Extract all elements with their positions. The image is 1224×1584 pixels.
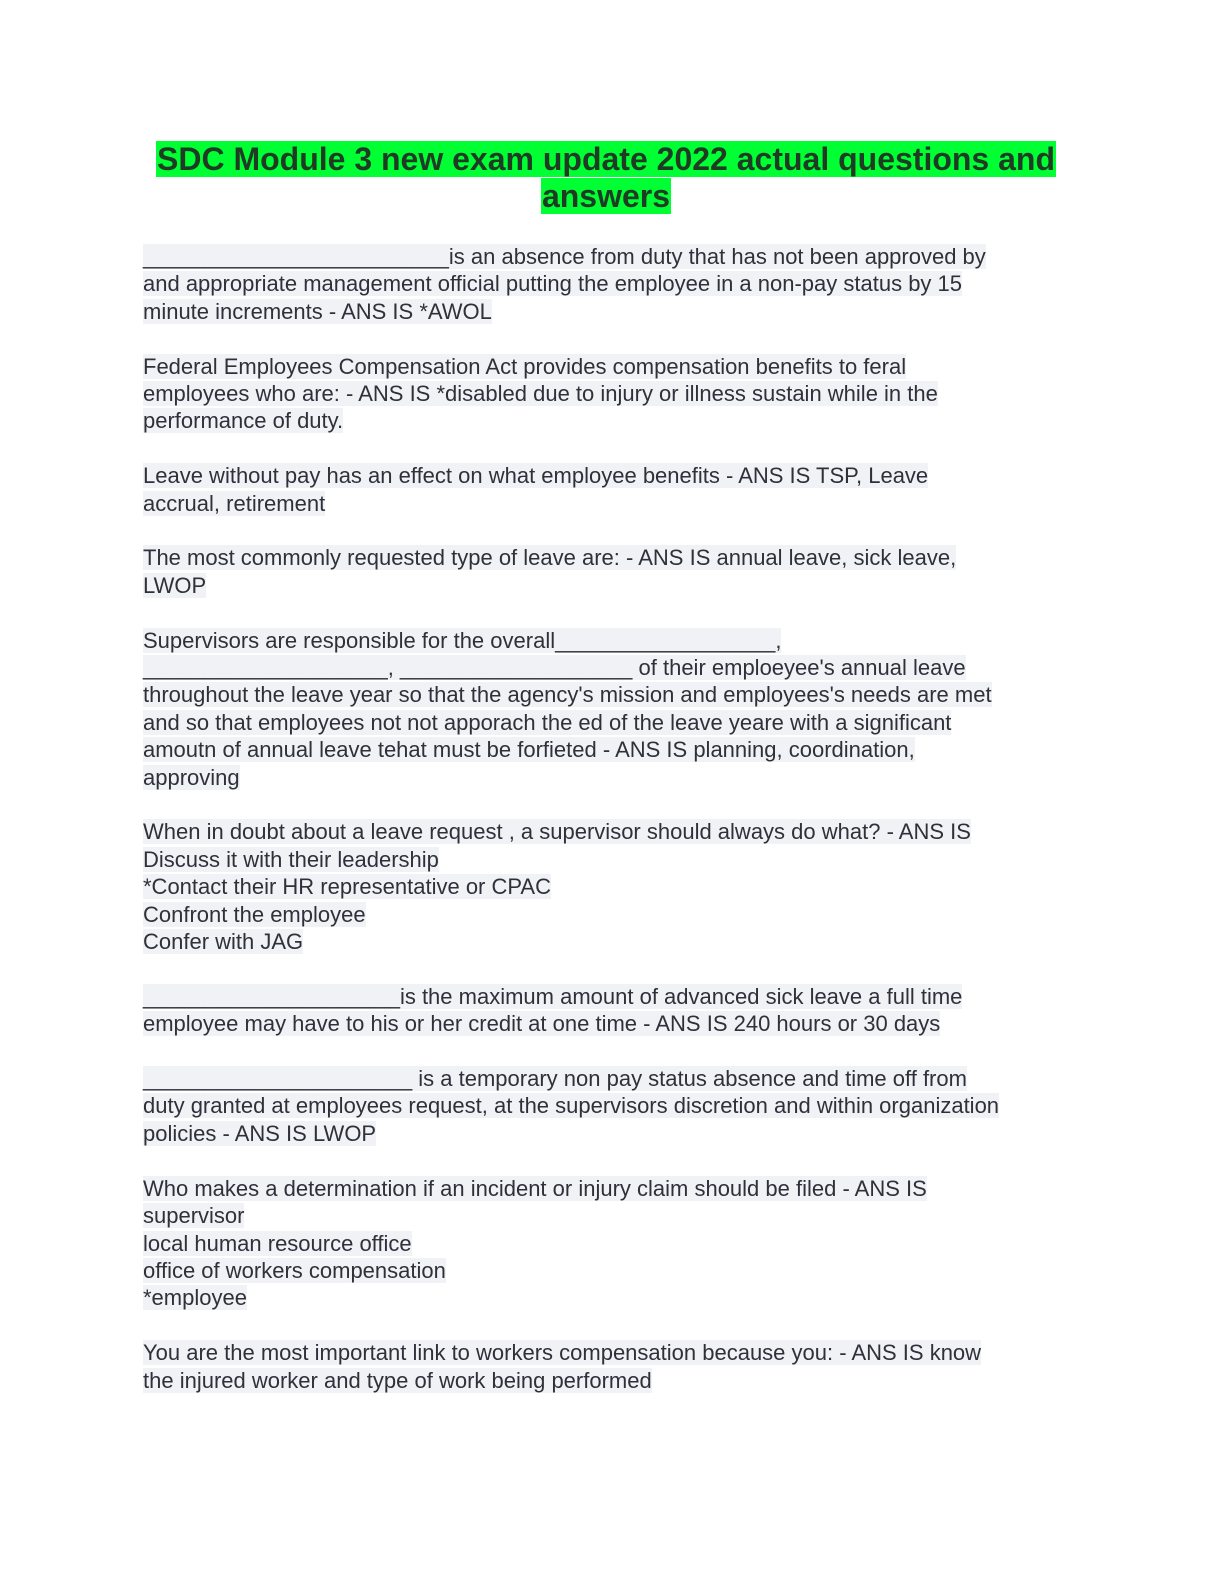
question-line-text: office of workers compensation: [143, 1257, 446, 1283]
question-line: [143, 380, 1083, 407]
question-line-text: the injured worker and type of work being performed: [143, 1367, 652, 1393]
question-line: [143, 928, 1083, 955]
question-item: [143, 1339, 1083, 1394]
question-list: [143, 243, 1083, 1421]
question-line: [143, 1230, 1083, 1257]
question-line-text: and so that employees not not apporach the ed of the leave yeare with a significant: [143, 709, 952, 735]
question-line: [143, 1120, 1083, 1147]
question-line: [143, 462, 1083, 489]
question-item: [143, 983, 1083, 1038]
question-item: [143, 243, 1083, 325]
question-line-text: employees who are: - ANS IS *disabled due to injury or illness sustain while in the: [143, 381, 938, 407]
question-line: [143, 1065, 1083, 1092]
question-line: [143, 298, 1083, 325]
question-item: [143, 544, 1083, 599]
question-item: [143, 1175, 1083, 1312]
question-line: [143, 901, 1083, 928]
title-line: [143, 141, 1069, 178]
question-line-text: and appropriate management official putting the employee in a non-pay status by 15: [143, 271, 963, 297]
question-line: [143, 490, 1083, 517]
question-item: [143, 353, 1083, 435]
question-line-text: amoutn of annual leave tehat must be forfieted - ANS IS planning, coordination,: [143, 737, 915, 763]
question-line-text: minute increments - ANS IS *AWOL: [143, 298, 492, 324]
question-line: [143, 1367, 1083, 1394]
question-line: [143, 873, 1083, 900]
question-line-text: When in doubt about a leave request , a supervisor should always do what? - ANS IS: [143, 819, 971, 845]
question-line-text: duty granted at employees request, at the supervisors discretion and within organization: [143, 1093, 1000, 1119]
question-line-text: Federal Employees Compensation Act provides compensation benefits to feral: [143, 353, 907, 379]
question-line: [143, 736, 1083, 763]
question-line-text: throughout the leave year so that the agency's mission and employees's needs are met: [143, 682, 992, 708]
question-line: [143, 270, 1083, 297]
question-line: [143, 983, 1083, 1010]
question-item: [143, 462, 1083, 517]
question-line-text: policies - ANS IS LWOP: [143, 1120, 377, 1146]
question-line-text: employee may have to his or her credit at one time - ANS IS 240 hours or 30 days: [143, 1011, 941, 1037]
question-line-text: Leave without pay has an effect on what employee benefits - ANS IS TSP, Leave: [143, 463, 929, 489]
question-line-text: Who makes a determination if an incident or injury claim should be filed - ANS IS: [143, 1175, 927, 1201]
question-line: [143, 654, 1083, 681]
question-line-text: Confront the employee: [143, 901, 366, 927]
question-item: [143, 818, 1083, 955]
question-line: [143, 846, 1083, 873]
question-line-text: LWOP: [143, 572, 207, 598]
question-line-text: local human resource office: [143, 1230, 412, 1256]
question-line: [143, 818, 1083, 845]
question-line-text: _____________________is the maximum amount of advanced sick leave a full time: [143, 983, 963, 1009]
question-line-text: _________________________is an absence from duty that has not been approved by: [143, 244, 986, 269]
question-line: [143, 544, 1083, 571]
question-line-text: Supervisors are responsible for the overall__________________,: [143, 627, 782, 653]
question-line: [143, 572, 1083, 599]
question-line: [143, 1010, 1083, 1037]
question-line-text: You are the most important link to workers compensation because you: - ANS IS know: [143, 1340, 982, 1366]
title-line: [143, 178, 1069, 215]
question-line: [143, 1339, 1083, 1366]
question-line-text: accrual, retirement: [143, 490, 326, 516]
question-line-text: approving: [143, 764, 240, 790]
question-line: [143, 627, 1083, 654]
question-item: [143, 627, 1083, 791]
question-line-text: Confer with JAG: [143, 929, 304, 955]
question-line: [143, 681, 1083, 708]
page-title: [143, 141, 1069, 215]
question-line: [143, 243, 1083, 270]
question-line: [143, 1202, 1083, 1229]
question-line: [143, 764, 1083, 791]
question-line-text: *employee: [143, 1285, 247, 1311]
question-line: [143, 1257, 1083, 1284]
question-line: [143, 1284, 1083, 1311]
question-line: [143, 1092, 1083, 1119]
question-line-text: Discuss it with their leadership: [143, 846, 439, 872]
title-line-text: answers: [541, 178, 671, 214]
question-item: [143, 1065, 1083, 1147]
question-line-text: The most commonly requested type of leave are: - ANS IS annual leave, sick leave,: [143, 545, 957, 571]
question-line: [143, 353, 1083, 380]
question-line-text: ______________________ is a temporary non pay status absence and time off from: [143, 1066, 967, 1092]
title-line-text: SDC Module 3 new exam update 2022 actual questions and: [156, 141, 1055, 177]
question-line: [143, 407, 1083, 434]
question-line-text: *Contact their HR representative or CPAC: [143, 874, 551, 900]
question-line-text: performance of duty.: [143, 408, 344, 434]
question-line-text: ____________________, ___________________ of their emploeyee's annual leave: [143, 655, 966, 681]
question-line-text: supervisor: [143, 1203, 245, 1229]
question-line: [143, 1175, 1083, 1202]
question-line: [143, 709, 1083, 736]
